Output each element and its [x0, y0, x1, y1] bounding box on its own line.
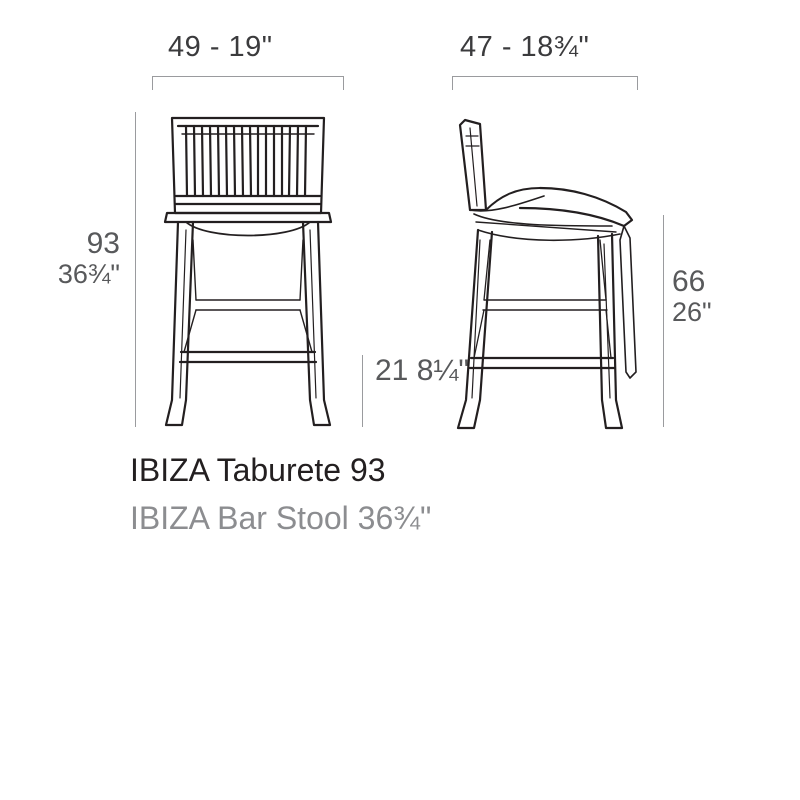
label-side-depth: 47 - 18¾"	[460, 31, 590, 63]
product-name-english: IBIZA Bar Stool 36¾"	[130, 500, 432, 536]
label-seat-height-in: 26"	[672, 296, 712, 327]
product-name-spanish: IBIZA Taburete 93	[130, 452, 386, 488]
front-view-group	[165, 118, 331, 425]
label-seat-height-cm: 66	[672, 265, 706, 298]
label-total-height-in: 36¾"	[57, 258, 120, 289]
side-view-group	[458, 120, 636, 428]
label-footrest-height-in: 8¼"	[416, 354, 470, 387]
label-footrest-height-cm: 21	[375, 354, 409, 387]
label-total-height-cm: 93	[86, 227, 120, 260]
label-front-width: 49 - 19"	[168, 31, 273, 63]
